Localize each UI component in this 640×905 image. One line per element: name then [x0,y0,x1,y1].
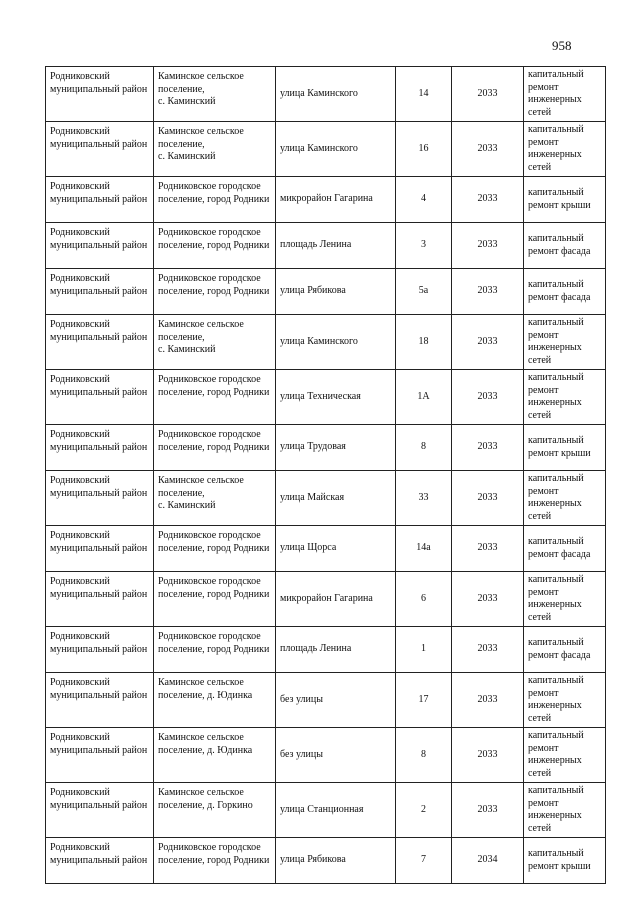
year-cell: 2033 [452,223,524,269]
district-cell: Родниковский муниципальный район [46,783,154,838]
year-cell: 2033 [452,425,524,471]
settlement-cell: Каминское сельское поселение, д. Горкино [154,783,276,838]
street-cell: улица Щорса [276,526,396,572]
table-row [46,223,606,269]
house-number-cell: 18 [396,315,452,370]
house-number-cell: 6 [396,572,452,627]
year-cell: 2033 [452,572,524,627]
district-cell: Родниковский муниципальный район [46,572,154,627]
year-cell: 2034 [452,838,524,884]
year-cell: 2033 [452,67,524,122]
house-number-cell: 8 [396,728,452,783]
table-row [46,315,606,370]
settlement-cell: Каминское сельское поселение, с. Каминский [154,67,276,122]
year-cell: 2033 [452,783,524,838]
year-cell: 2033 [452,627,524,673]
street-cell: улица Каминского [276,67,396,122]
district-cell: Родниковский муниципальный район [46,425,154,471]
district-cell: Родниковский муниципальный район [46,177,154,223]
settlement-cell: Родниковское городское поселение, город Родники [154,572,276,627]
table-row [46,728,606,783]
settlement-cell: Родниковское городское поселение, город Родники [154,269,276,315]
settlement-cell: Каминское сельское поселение, д. Юдинка [154,673,276,728]
year-cell: 2033 [452,673,524,728]
table-row [46,838,606,884]
table-row [46,627,606,673]
street-cell: улица Майская [276,471,396,526]
district-cell: Родниковский муниципальный район [46,315,154,370]
work-type-cell: капитальный ремонт инженерных сетей [524,572,606,627]
table-row [46,269,606,315]
settlement-cell: Родниковское городское поселение, город Родники [154,223,276,269]
work-type-cell: капитальный ремонт инженерных сетей [524,370,606,425]
table-row [46,526,606,572]
page-number: 958 [552,38,572,53]
district-cell: Родниковский муниципальный район [46,471,154,526]
district-cell: Родниковский муниципальный район [46,223,154,269]
work-type-cell: капитальный ремонт крыши [524,425,606,471]
table-row [46,67,606,122]
district-cell: Родниковский муниципальный район [46,122,154,177]
district-cell: Родниковский муниципальный район [46,370,154,425]
street-cell: без улицы [276,673,396,728]
house-number-cell: 5а [396,269,452,315]
district-cell: Родниковский муниципальный район [46,67,154,122]
table-row [46,425,606,471]
year-cell: 2033 [452,122,524,177]
district-cell: Родниковский муниципальный район [46,838,154,884]
work-type-cell: капитальный ремонт крыши [524,177,606,223]
year-cell: 2033 [452,728,524,783]
street-cell: улица Станционная [276,783,396,838]
house-number-cell: 2 [396,783,452,838]
year-cell: 2033 [452,526,524,572]
year-cell: 2033 [452,177,524,223]
settlement-cell: Родниковское городское поселение, город Родники [154,838,276,884]
district-cell: Родниковский муниципальный район [46,728,154,783]
street-cell: улица Каминского [276,315,396,370]
street-cell: площадь Ленина [276,627,396,673]
settlement-cell: Родниковское городское поселение, город Родники [154,627,276,673]
house-number-cell: 3 [396,223,452,269]
work-type-cell: капитальный ремонт фасада [524,269,606,315]
table-row [46,572,606,627]
work-type-cell: капитальный ремонт инженерных сетей [524,122,606,177]
work-type-cell: капитальный ремонт инженерных сетей [524,783,606,838]
settlement-cell: Родниковское городское поселение, город Родники [154,177,276,223]
house-number-cell: 7 [396,838,452,884]
settlement-cell: Родниковское городское поселение, город Родники [154,526,276,572]
table-row [46,122,606,177]
work-type-cell: капитальный ремонт инженерных сетей [524,471,606,526]
table-row [46,370,606,425]
table-row [46,673,606,728]
table-body [46,67,606,884]
house-number-cell: 17 [396,673,452,728]
street-cell: площадь Ленина [276,223,396,269]
street-cell: улица Трудовая [276,425,396,471]
street-cell: микрорайон Гагарина [276,572,396,627]
house-number-cell: 1А [396,370,452,425]
year-cell: 2033 [452,269,524,315]
settlement-cell: Каминское сельское поселение, с. Каминский [154,471,276,526]
district-cell: Родниковский муниципальный район [46,526,154,572]
work-type-cell: капитальный ремонт инженерных сетей [524,315,606,370]
work-type-cell: капитальный ремонт инженерных сетей [524,728,606,783]
work-type-cell: капитальный ремонт инженерных сетей [524,673,606,728]
work-type-cell: капитальный ремонт фасада [524,627,606,673]
house-number-cell: 33 [396,471,452,526]
table-row [46,783,606,838]
district-cell: Родниковский муниципальный район [46,673,154,728]
housing-repair-table [45,66,606,884]
work-type-cell: капитальный ремонт крыши [524,838,606,884]
settlement-cell: Каминское сельское поселение, д. Юдинка [154,728,276,783]
street-cell: улица Каминского [276,122,396,177]
year-cell: 2033 [452,315,524,370]
house-number-cell: 1 [396,627,452,673]
settlement-cell: Каминское сельское поселение, с. Каминский [154,315,276,370]
street-cell: улица Рябикова [276,838,396,884]
street-cell: без улицы [276,728,396,783]
year-cell: 2033 [452,471,524,526]
table-row [46,177,606,223]
work-type-cell: капитальный ремонт фасада [524,223,606,269]
house-number-cell: 14а [396,526,452,572]
street-cell: улица Рябикова [276,269,396,315]
settlement-cell: Родниковское городское поселение, город Родники [154,425,276,471]
house-number-cell: 16 [396,122,452,177]
year-cell: 2033 [452,370,524,425]
district-cell: Родниковский муниципальный район [46,627,154,673]
settlement-cell: Каминское сельское поселение, с. Каминский [154,122,276,177]
house-number-cell: 14 [396,67,452,122]
table-row [46,471,606,526]
work-type-cell: капитальный ремонт фасада [524,526,606,572]
street-cell: улица Техническая [276,370,396,425]
house-number-cell: 4 [396,177,452,223]
house-number-cell: 8 [396,425,452,471]
district-cell: Родниковский муниципальный район [46,269,154,315]
work-type-cell: капитальный ремонт инженерных сетей [524,67,606,122]
street-cell: микрорайон Гагарина [276,177,396,223]
settlement-cell: Родниковское городское поселение, город Родники [154,370,276,425]
